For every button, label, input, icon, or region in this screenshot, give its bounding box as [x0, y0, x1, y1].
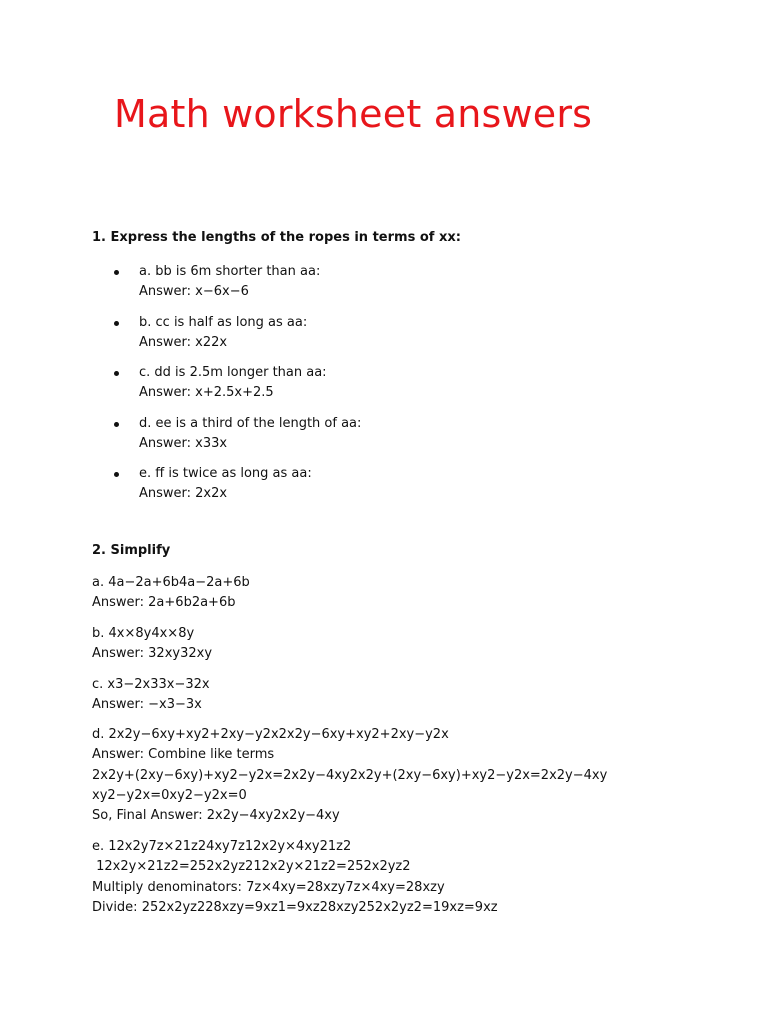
bullet-icon	[114, 472, 119, 477]
answer-text: Answer: x−6x−6	[139, 284, 249, 299]
problem-line: d. 2x2y−6xy+xy2+2xy−y2x2x2y−6xy+xy2+2xy−y2x	[92, 727, 449, 742]
problem-line: Answer: Combine like terms	[92, 747, 275, 763]
question-text: e. ff is twice as long as aa:	[139, 466, 312, 481]
list-item	[92, 464, 712, 515]
bullet-icon	[114, 270, 119, 275]
question-text: b. cc is half as long as aa:	[139, 314, 308, 330]
question-text: c. dd is 2.5m longer than aa:	[139, 365, 327, 380]
question-text: a. bb is 6m shorter than aa:	[139, 264, 321, 279]
problem-d	[92, 725, 712, 826]
problem-c	[92, 675, 712, 716]
list-item	[92, 363, 712, 414]
problem-line: So, Final Answer: 2x2y−4xy2x2y−4xy	[92, 808, 340, 824]
problem-line: c. x3−2x33x−32x	[92, 677, 210, 692]
section-1-heading: 1. Express the lengths of the ropes in terms of xx:	[92, 230, 461, 245]
problem-a	[92, 573, 712, 614]
problem-line: 2x2y+(2xy−6xy)+xy2−y2x=2x2y−4xy2x2y+(2xy−6xy)+xy2−y2x=2x2y−4xy	[92, 767, 608, 783]
problem-b	[92, 624, 712, 665]
page-title: Math worksheet answers	[114, 92, 593, 136]
problem-line: e. 12x2y7z×21z24xy7z12x2y×4xy21z2	[92, 839, 352, 854]
problem-line: Answer: −x3−3x	[92, 697, 202, 713]
problem-e	[92, 837, 712, 918]
list-item	[92, 262, 712, 313]
problem-line: 12x2y×21z2=252x2yz212x2y×21z2=252x2yz2	[92, 859, 411, 875]
answer-text: Answer: x+2.5x+2.5	[139, 385, 274, 400]
problem-line: Divide: 252x2yz228xzy=9xz1=9xz28xzy252x2yz2=19xz=9xz	[92, 899, 498, 915]
list-item	[92, 313, 712, 364]
list-item	[92, 414, 712, 465]
bullet-icon	[114, 371, 119, 376]
bullet-icon	[114, 422, 119, 427]
section-1-list	[92, 262, 712, 515]
problem-line: Multiply denominators: 7z×4xy=28xzy7z×4xy=28xzy	[92, 879, 445, 895]
problem-line: Answer: 2a+6b2a+6b	[92, 595, 236, 611]
answer-text: Answer: x22x	[139, 334, 228, 350]
question-text: d. ee is a third of the length of aa:	[139, 415, 362, 431]
problem-line: xy2−y2x=0xy2−y2x=0	[92, 787, 247, 803]
answer-text: Answer: 2x2x	[139, 486, 228, 501]
problem-line: b. 4x×8y4x×8y	[92, 626, 195, 641]
problem-line: a. 4a−2a+6b4a−2a+6b	[92, 575, 250, 590]
bullet-icon	[114, 321, 119, 326]
problem-line: Answer: 32xy32xy	[92, 646, 213, 662]
answer-text: Answer: x33x	[139, 435, 228, 451]
section-2-heading: 2. Simplify	[92, 543, 171, 558]
